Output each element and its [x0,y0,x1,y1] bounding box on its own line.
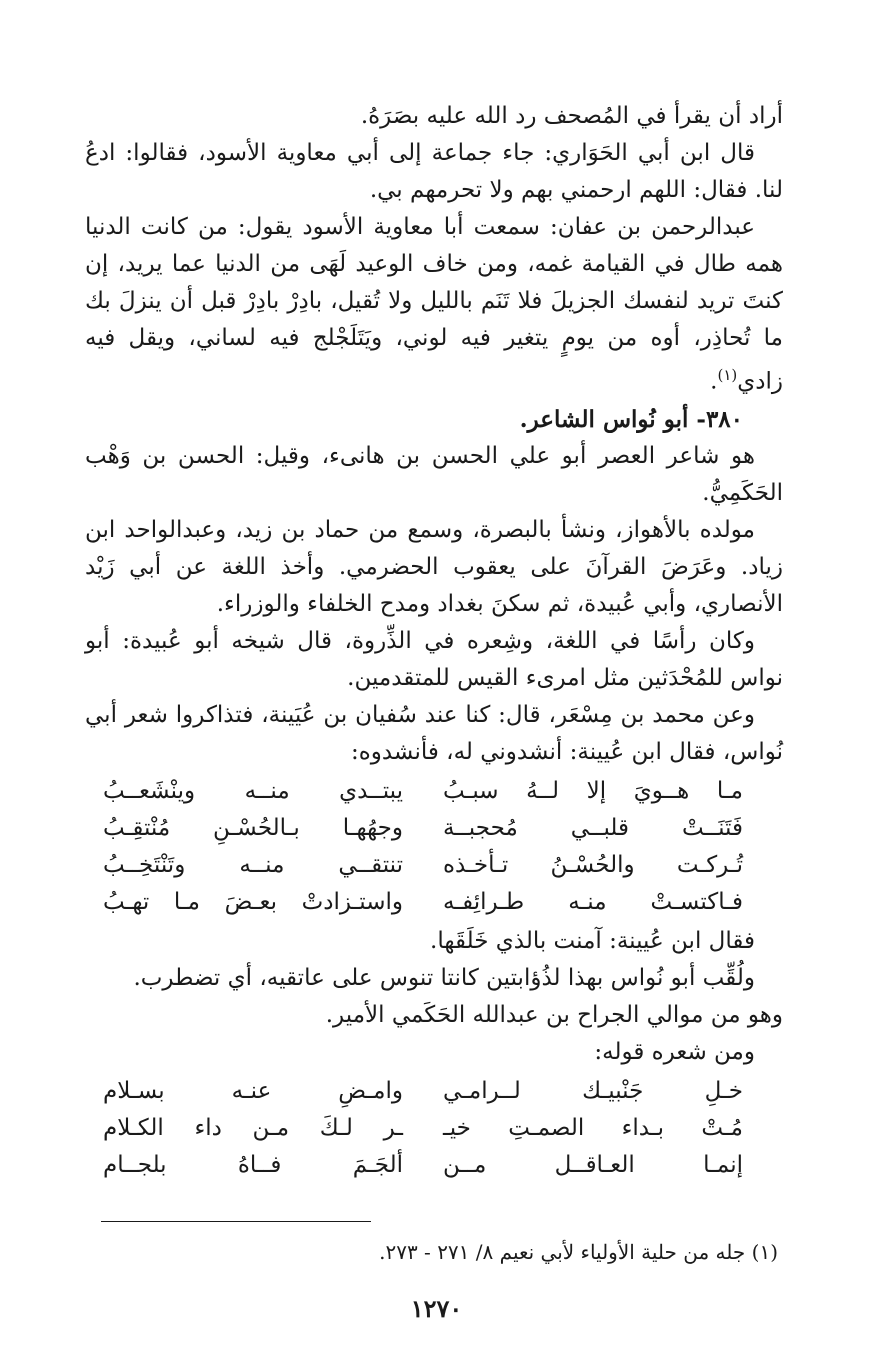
entry-heading: ٣٨٠- أبو نُواس الشاعر. [519,405,743,433]
paragraph: أراد أن يقرأ في المُصحف رد الله عليه بصَرَهُ. [360,103,783,129]
paragraph: مولده بالأهواز، ونشأ بالبصرة، وسمع من حماد بن زيد، وعبدالواحد ابن زياد. وعَرَضَ القرآنَ على يعقوب الحضرمي. وأخذ اللغة عن أبي زَيْد الأنصاري، وأبي عُبيدة، ثم سكنَ بغداد ومدح الخلفاء والوزراء. [85,516,783,617]
hemistich-second: يبتــدي منــه وينْشَعــبُ [103,777,403,804]
main-text [85,98,783,1186]
hemistich-first: فَتَنَــتْ قلبــي مُحجبــة [443,814,743,841]
paragraph: هو شاعر العصر أبو علي الحسن بن هانىء، وقيل: الحسن بن وَهْب الحَكَمِيُّ. [85,442,783,506]
paragraph: وعن محمد بن مِسْعَر، قال: كنا عند سُفيان بن عُيَينة، فتذاكروا شعر أبي نُواس، فقال ابن عُيينة: أنشدوني له، فأنشدوه: [85,701,783,765]
paragraph: عبدالرحمن بن عفان: سمعت أبا معاوية الأسود يقول: من كانت الدنيا همه طال في القيامة غمه، ومن خاف الوعيد لَهَى من الدنيا عما يريد، إن كنتَ تريد لنفسك الجزيلَ فلا تَنَم بالليل ولا تُقيل، بادِرْ بادِرْ قبل أن ينزلَ بك ما تُحاذِر، أوه من يومٍ يتغير فيه لوني، ويَتَلَجْلج فيه لساني، ويقل فيه زادي$^{(١)}$. [85,214,783,395]
hemistich-second: ألجَـمَ فــاهُ بلجــام [103,1151,403,1178]
verse [85,847,783,884]
page-number: ١٢٧٠ [410,1294,463,1323]
hemistich-second: وجهُهـا بـالحُسْـنِ مُنْتقِـبُ [103,814,403,841]
poem [85,773,783,921]
hemistich-first: مـا هــويَ إلا لــهُ سبـبُ [443,777,743,804]
paragraph-text: عبدالرحمن بن عفان: سمعت أبا معاوية الأسود يقول: من كانت الدنيا همه طال في القيامة غمه، ومن خاف الوعيد لَهَى من الدنيا عما يريد، إن كنتَ تريد لنفسك الجزيلَ فلا تَنَم بالليل ولا تُقيل، بادِرْ بادِرْ قبل أن ينزلَ بك ما تُحاذِر، أوه من يومٍ يتغير فيه لوني، ويَتَلَجْلج فيه لساني، ويقل فيه زادي [85,214,783,395]
hemistich-first: تُـركـت والحُسْـنُ تـأخـذه [443,851,743,878]
footnote-marker: (١) [751,1240,778,1264]
paragraph: وكان رأسًا في اللغة، وشِعره في الذِّروة، قال شيخه أبو عُبيدة: أبو نواس للمُحْدَثين مثل امرىء القيس للمتقدمين. [85,627,783,691]
hemistich-first: خـلِ جَنْبيـك لــرامـي [443,1077,743,1104]
footnote [88,1237,778,1267]
footnote-text: جله من حلية الأولياء لأبي نعيم ٨/ ٢٧١ - ٢٧٣. [379,1240,746,1264]
hemistich-second: تنتقــي منــه وتَنْتَخِــبُ [103,851,403,878]
verse [85,810,783,847]
verse [85,1073,783,1110]
hemistich-first: فـاكتسـتْ منـه طـرائِفـه [443,888,743,915]
hemistich-first: مُـتْ بـداء الصمـتِ خيـ [443,1114,743,1141]
poem [85,1073,783,1184]
verse [85,1147,783,1184]
paragraph: ومن شعره قوله: [594,1038,755,1065]
paragraph: فقال ابن عُيينة: آمنت بالذي خَلَقَها. [430,927,755,954]
paragraph: ولُقِّب أبو نُواس بهذا لذُؤابتين كانتا تنوس على عاتقيه، أي تضطرب. [133,964,755,991]
hemistich-second: واستـزادتْ بعـضَ مـا تهـبُ [103,888,403,915]
verse [85,1110,783,1147]
footnote-reference: (١) [717,366,738,384]
hemistich-second: ـر لـكَ مـن داء الكـلام [103,1114,403,1141]
paragraph: قال ابن أبي الحَوَاري: جاء جماعة إلى أبي معاوية الأسود، فقالوا: ادعُ لنا. فقال: اللهم ارحمني بهم ولا تحرمهم بي. [85,140,783,203]
hemistich-first: إنمـا العـاقــل مــن [443,1151,743,1178]
hemistich-second: وامـضِ عنـه بسـلام [103,1077,403,1104]
verse [85,884,783,921]
paragraph: وهو من موالي الجراح بن عبدالله الحَكَمي الأمير. [325,1001,783,1028]
verse [85,773,783,810]
footnote-divider [101,1221,371,1222]
